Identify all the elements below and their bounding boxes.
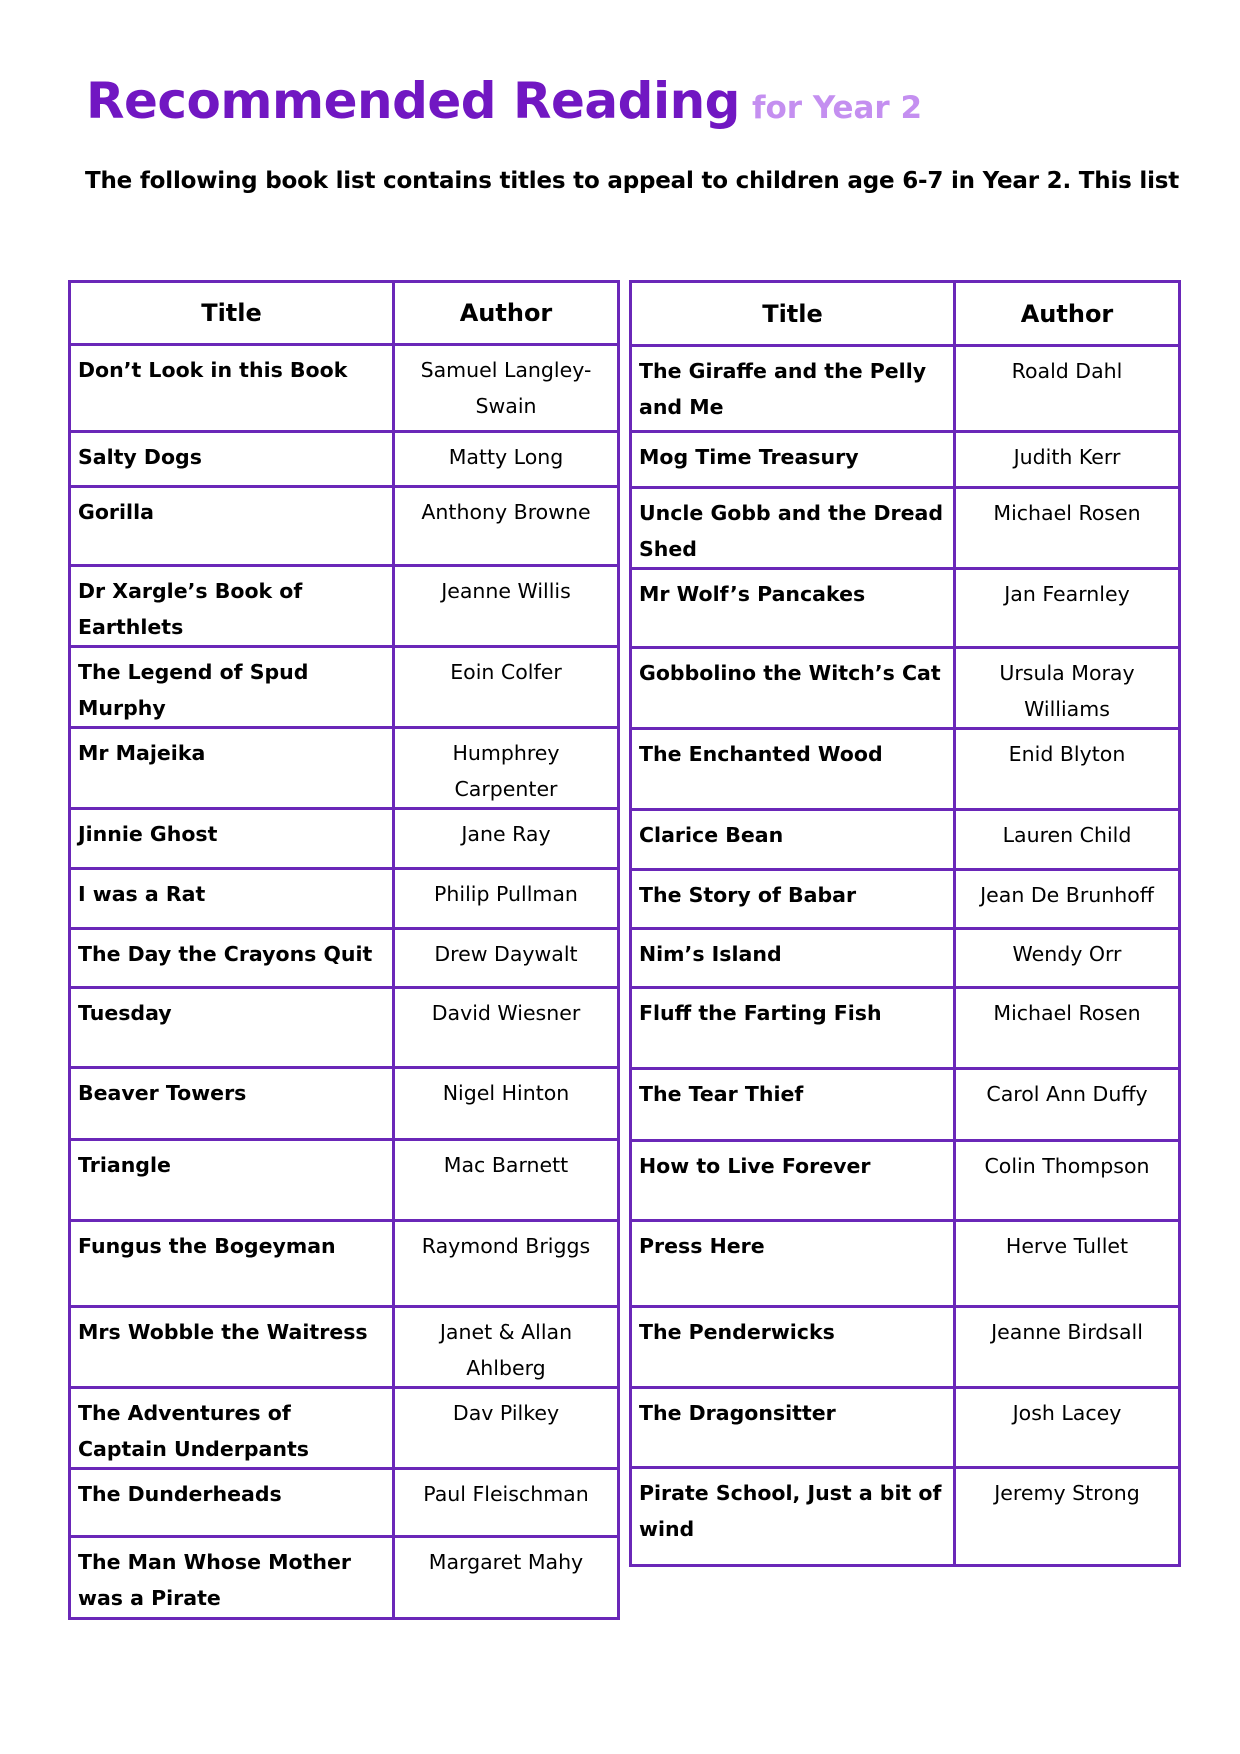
book-title: Tuesday [70,988,394,1068]
table-row [70,1469,619,1537]
book-author: Michael Rosen [955,988,1180,1069]
book-author: Jean De Brunhoff [955,870,1180,929]
book-author: Enid Blyton [955,729,1180,810]
book-list-right [631,346,1180,1566]
book-title: The Adventures of Captain Underpants [70,1388,394,1469]
table-row [70,869,619,929]
book-title: Salty Dogs [70,432,394,487]
book-title: Nim’s Island [631,929,955,988]
book-title: Don’t Look in this Book [70,345,394,432]
book-author: Mac Barnett [394,1140,619,1221]
book-title: Uncle Gobb and the Dread Shed [631,488,955,569]
book-author: Jeremy Strong [955,1468,1180,1566]
book-title: The Man Whose Mother was a Pirate [70,1537,394,1619]
book-title: Fungus the Bogeyman [70,1221,394,1307]
table-row [70,809,619,869]
book-author: Ursula Moray Williams [955,648,1180,729]
table-row [70,1140,619,1221]
table-row [70,1388,619,1469]
book-author: Eoin Colfer [394,647,619,728]
book-title: Gorilla [70,487,394,566]
table-row [70,566,619,647]
book-author: Humphrey Carpenter [394,728,619,809]
book-title: Mrs Wobble the Waitress [70,1307,394,1388]
book-author: Colin Thompson [955,1141,1180,1221]
book-title: Pirate School, Just a bit of wind [631,1468,955,1566]
table-row [70,432,619,487]
book-author: Raymond Briggs [394,1221,619,1307]
book-title: I was a Rat [70,869,394,929]
table-header-row [631,282,1180,346]
table-row [631,729,1180,810]
book-title: Mr Wolf’s Pancakes [631,569,955,648]
book-author: Josh Lacey [955,1388,1180,1468]
column-header-title: Title [70,282,394,345]
book-author: Roald Dahl [955,346,1180,432]
table-row [631,569,1180,648]
book-author: Wendy Orr [955,929,1180,988]
table-row [631,488,1180,569]
page-heading [86,72,922,130]
book-author: Drew Daywalt [394,929,619,988]
book-author: Michael Rosen [955,488,1180,569]
book-author: Samuel Langley-Swain [394,345,619,432]
book-author: Nigel Hinton [394,1068,619,1140]
table-row [70,1221,619,1307]
table-row [631,929,1180,988]
book-author: Janet & Allan Ahlberg [394,1307,619,1388]
table-row [631,1468,1180,1566]
table-row [631,346,1180,432]
book-author: David Wiesner [394,988,619,1068]
book-title: Triangle [70,1140,394,1221]
book-title: The Enchanted Wood [631,729,955,810]
column-header-author: Author [955,282,1180,346]
book-title: The Giraffe and the Pelly and Me [631,346,955,432]
column-header-title: Title [631,282,955,346]
table-row [70,1307,619,1388]
table-row [631,1221,1180,1307]
book-title: Clarice Bean [631,810,955,870]
book-title: The Tear Thief [631,1069,955,1141]
book-title: The Penderwicks [631,1307,955,1388]
table-row [631,648,1180,729]
book-author: Jane Ray [394,809,619,869]
book-title: How to Live Forever [631,1141,955,1221]
book-author: Jeanne Birdsall [955,1307,1180,1388]
book-title: The Dunderheads [70,1469,394,1537]
book-author: Herve Tullet [955,1221,1180,1307]
table-row [70,1537,619,1619]
book-author: Lauren Child [955,810,1180,870]
table-row [70,487,619,566]
book-author: Jeanne Willis [394,566,619,647]
book-title: Jinnie Ghost [70,809,394,869]
book-author: Paul Fleischman [394,1469,619,1537]
book-author: Carol Ann Duffy [955,1069,1180,1141]
table-row [70,929,619,988]
book-title: The Dragonsitter [631,1388,955,1468]
book-author: Matty Long [394,432,619,487]
table-row [70,1068,619,1140]
table-row [70,345,619,432]
table-row [631,870,1180,929]
book-author: Dav Pilkey [394,1388,619,1469]
book-title: The Day the Crayons Quit [70,929,394,988]
page-title: Recommended Reading [86,72,740,130]
table-row [631,1141,1180,1221]
table-row [70,647,619,728]
book-author: Judith Kerr [955,432,1180,488]
column-header-author: Author [394,282,619,345]
book-title: Mr Majeika [70,728,394,809]
table-row [631,1388,1180,1468]
book-author: Margaret Mahy [394,1537,619,1619]
book-title: The Story of Babar [631,870,955,929]
table-row [631,988,1180,1069]
table-row [631,1307,1180,1388]
book-author: Philip Pullman [394,869,619,929]
table-row [70,728,619,809]
book-title: Gobbolino the Witch’s Cat [631,648,955,729]
table-row [631,810,1180,870]
book-title: Fluff the Farting Fish [631,988,955,1069]
book-list-left [70,345,619,1619]
book-author: Jan Fearnley [955,569,1180,648]
table-row [631,1069,1180,1141]
book-title: Press Here [631,1221,955,1307]
table-header-row [70,282,619,345]
book-title: Dr Xargle’s Book of Earthlets [70,566,394,647]
book-title: Mog Time Treasury [631,432,955,488]
book-table-left [68,280,620,1620]
intro-text: The following book list contains titles to appeal to children age 6-7 in Year 2. This list [85,168,1180,194]
book-table-right [629,280,1181,1567]
table-row [70,988,619,1068]
book-title: The Legend of Spud Murphy [70,647,394,728]
table-row [631,432,1180,488]
book-title: Beaver Towers [70,1068,394,1140]
book-author: Anthony Browne [394,487,619,566]
page-subtitle: for Year 2 [751,90,923,126]
